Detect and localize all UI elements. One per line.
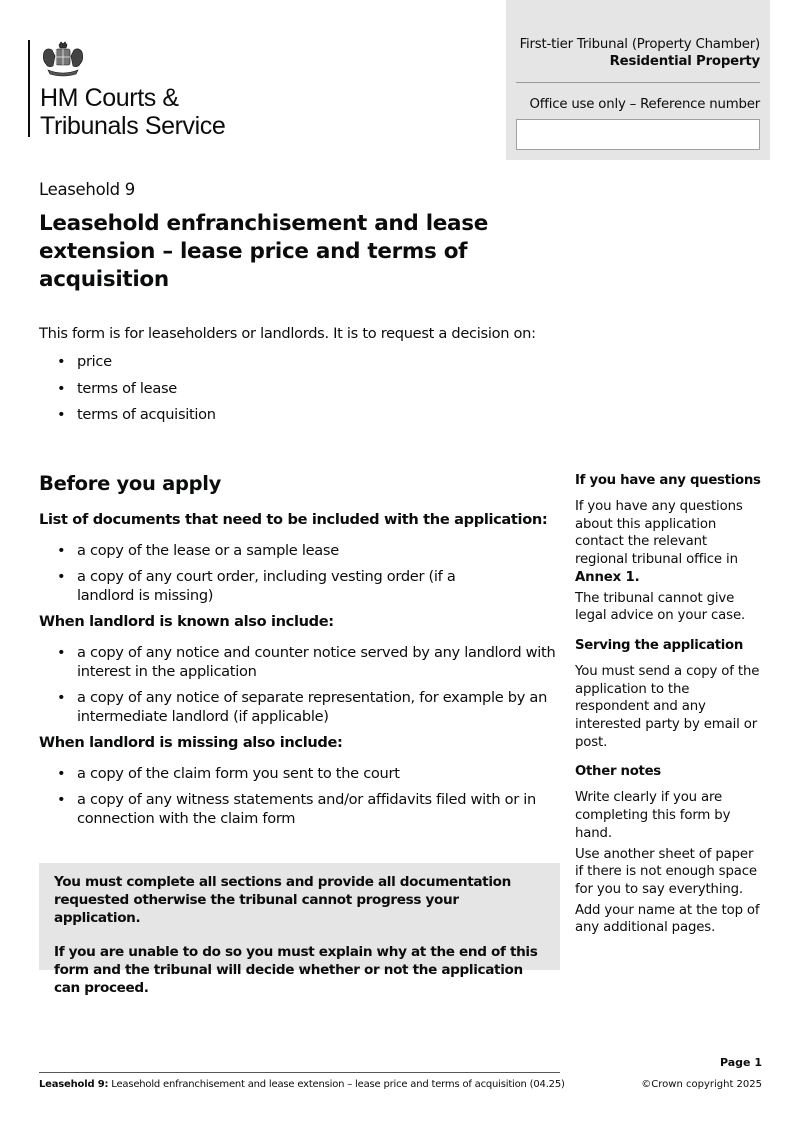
notice-paragraph: If you are unable to do so you must explain why at the end of this form and the tribunal will decide whether or not the application can proceed. [54, 944, 538, 996]
tribunal-name: First-tier Tribunal (Property Chamber) [519, 37, 760, 52]
logo-line-1: HM Courts & [40, 84, 179, 112]
sidebar-paragraph: Use another sheet of paper if there is not enough space for you to say everything. [575, 846, 757, 897]
page-number: Page 1 [719, 1056, 762, 1069]
documents-heading: List of documents that need to be included with the application: [39, 511, 548, 528]
section-heading: Before you apply [39, 472, 222, 495]
sidebar-paragraph: The tribunal cannot give legal advice on your case. [575, 590, 746, 624]
notice-paragraph: You must complete all sections and provide all documentation requested otherwise the tribunal cannot progress your application. [54, 874, 511, 926]
sidebar-heading: Serving the application [575, 637, 744, 653]
list-item: • a copy of the lease or a sample lease [39, 541, 564, 560]
office-use-panel [506, 0, 770, 160]
page-title: Leasehold enfranchisement and lease extension – lease price and terms of acquisition [39, 211, 489, 292]
footer-divider [39, 1072, 560, 1073]
list-item: • a copy of any court order, including vesting order (if a landlord is missing) [39, 567, 459, 605]
hmcts-logo [28, 40, 226, 140]
questions-section [575, 472, 775, 625]
serving-section [575, 637, 775, 752]
footer-form-description: Leasehold enfranchisement and lease extension – lease price and terms of acquisition (04.25) [111, 1079, 565, 1090]
office-divider [516, 82, 760, 83]
intro-text: This form is for leaseholders or landlords. It is to request a decision on: [39, 325, 536, 342]
sidebar-paragraph: Write clearly if you are completing this form by hand. [575, 790, 731, 841]
landlord-known-heading: When landlord is known also include: [39, 613, 334, 630]
list-item: • a copy of any notice and counter notice served by any landlord with interest in the application [39, 643, 564, 681]
list-item: • price [39, 352, 216, 372]
sidebar-paragraph: Add your name at the top of any additional pages. [575, 902, 760, 936]
list-item: • a copy of any notice of separate representation, for example by an intermediate landlord (if applicable) [39, 688, 564, 726]
documents-list [39, 541, 564, 605]
list-item: • a copy of the claim form you sent to the court [39, 764, 564, 783]
other-notes-section [575, 763, 775, 937]
tribunal-division: Residential Property [609, 54, 760, 69]
list-item: • terms of acquisition [39, 405, 216, 425]
form-code: Leasehold 9 [39, 180, 135, 199]
reference-number-input[interactable] [516, 119, 760, 150]
important-notice [39, 863, 560, 996]
list-item: • terms of lease [39, 379, 216, 399]
guidance-sidebar [575, 472, 775, 949]
logo-wordmark [40, 84, 300, 140]
list-item: • a copy of any witness statements and/or affidavits filed with or in connection with the claim form [39, 790, 549, 828]
sidebar-paragraph: You must send a copy of the application to the respondent and any interested party by email or post. [575, 663, 760, 750]
sidebar-heading: Other notes [575, 764, 661, 780]
copyright-notice: ©Crown copyright 2025 [641, 1079, 762, 1090]
logo-line-2: Tribunals Service [40, 112, 226, 140]
intro-list [39, 352, 216, 432]
sidebar-paragraph: If you have any questions about this application contact the relevant regional tribunal office in Annex 1. [575, 499, 743, 585]
footer-form-reference [39, 1079, 565, 1090]
sidebar-heading: If you have any questions [575, 473, 761, 488]
annex-reference: Annex 1. [575, 569, 640, 585]
reference-number-label: Office use only – Reference number [529, 97, 760, 112]
landlord-missing-heading: When landlord is missing also include: [39, 734, 343, 751]
footer-form-label: Leasehold 9: [39, 1079, 109, 1090]
landlord-known-list [39, 643, 564, 726]
before-you-apply-section [39, 470, 564, 835]
landlord-missing-list [39, 764, 564, 828]
royal-coat-of-arms-icon [40, 40, 86, 78]
